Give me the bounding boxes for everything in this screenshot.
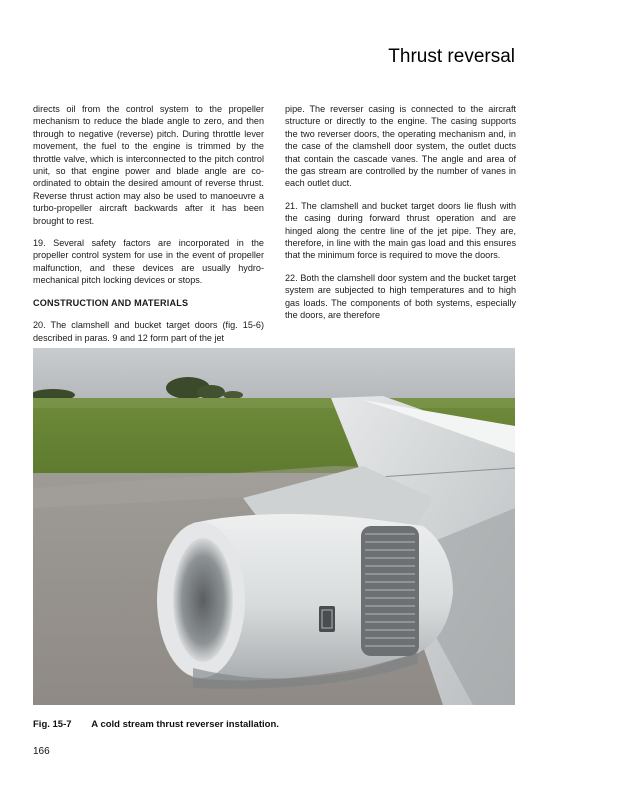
page-number: 166 — [33, 746, 50, 757]
intake — [173, 538, 233, 662]
sky — [33, 348, 515, 400]
paragraph-continued-right: pipe. The reverser casing is connected to the aircraft structure or directly to the engine. The casing supports the two reverser doors, the operating mechanism and, in the case of the clamshell door system, the outlet ducts that contain the cascade vanes. The angle and area of the gas stream are controlled by the number of vanes in each outlet duct. — [285, 104, 516, 189]
figure-number: Fig. 15-7 — [33, 719, 72, 730]
paragraph-continued: directs oil from the control system to the propeller mechanism to reduce the blade angle to zero, and then through to negative (reverse) pitch. During throttle lever movement, the fuel to the engine is trimmed by the throttle valve, which is interconnected to the pitch control unit, so that engine power and blade angle are co-ordinated to obtain the desired amount of reverse thrust. Reverse thrust action may also be used to manoeuvre a turbo-propeller aircraft backwards after it has been brought to rest. — [33, 104, 264, 226]
paragraph-20: 20. The clamshell and bucket target doors (fig. 15-6) described in paras. 9 and 12 form part of the jet — [33, 320, 264, 343]
paragraph-19: 19. Several safety factors are incorporated in the propeller control system for use in the event of propeller malfunction, and these devices are usually hydro-mechanical pitch locking devices or stops. — [33, 238, 264, 286]
figure-caption-text: A cold stream thrust reverser installation. — [91, 719, 279, 730]
section-heading: CONSTRUCTION AND MATERIALS — [33, 297, 189, 308]
figure-caption — [33, 719, 279, 730]
left-column — [33, 103, 264, 354]
thrust-reverser-photo — [33, 348, 515, 705]
cascade-vanes — [361, 526, 419, 656]
engine-nacelle — [157, 514, 453, 689]
paragraph-21: 21. The clamshell and bucket target doors lie flush with the casing during forward thrust operation and are hinged along the centre line of the jet pipe. They are, therefore, in line with the main gas load and this ensures that the minimum force is required to move the doors. — [285, 200, 516, 261]
right-column — [285, 103, 516, 332]
paragraph-22: 22. Both the clamshell door system and the bucket target system are subjected to high temperatures and to high gas loads. The components of both systems, especially the doors, are therefore — [285, 272, 516, 321]
chapter-title: Thrust reversal — [388, 46, 515, 67]
photo-illustration — [33, 348, 515, 705]
